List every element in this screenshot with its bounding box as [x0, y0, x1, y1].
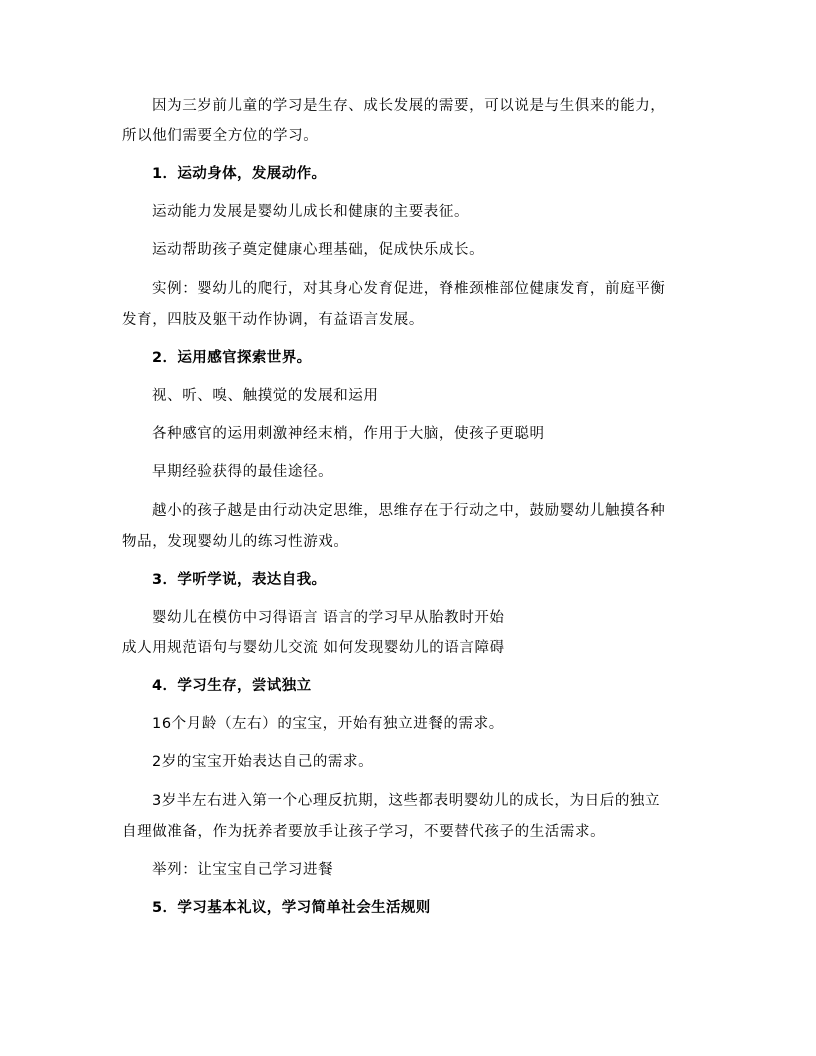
section-2-paragraph-3: 早期经验获得的最佳途径。 [152, 464, 334, 480]
section-4-paragraph-2: 2岁的宝宝开始表达自己的需求。 [152, 754, 374, 770]
section-2-paragraph-2: 各种感官的运用刺激神经末梢，作用于大脑，使孩子更聪明 [152, 426, 545, 442]
section-4-title: 4．学习生存，尝试独立 [152, 678, 312, 694]
section-4-paragraph-3-line-1: 3岁半左右进入第一个心理反抗期，这些都表明婴幼儿的成长，为日后的独立 [152, 793, 661, 809]
section-2-title: 2．运用感官探索世界。 [152, 350, 312, 366]
section-5-title: 5．学习基本礼议，学习简单社会生活规则 [152, 900, 431, 916]
section-1-paragraph-1: 运动能力发展是婴幼儿成长和健康的主要表征。 [152, 204, 470, 220]
intro-line-1: 因为三岁前儿童的学习是生存、成长发展的需要，可以说是与生俱来的能力， [152, 98, 666, 114]
section-1-title: 1．运动身体，发展动作。 [152, 166, 327, 182]
section-2-paragraph-4-line-1: 越小的孩子越是由行动决定思维，思维存在于行动之中，鼓励婴幼儿触摸各种 [152, 503, 666, 519]
section-1-example-line-2: 发育，四肢及躯干动作协调，有益语言发展。 [122, 312, 424, 328]
section-1-paragraph-2: 运动帮助孩子奠定健康心理基础，促成快乐成长。 [152, 242, 485, 258]
section-1-example-line-1: 实例：婴幼儿的爬行，对其身心发育促进，脊椎颈椎部位健康发育，前庭平衡 [152, 281, 666, 297]
section-3-paragraph-1: 婴幼儿在模仿中习得语言 语言的学习早从胎教时开始 [152, 610, 505, 626]
section-3-title: 3．学听学说，表达自我。 [152, 572, 327, 588]
section-4-example: 举列：让宝宝自己学习进餐 [152, 862, 334, 878]
section-2-paragraph-4-line-2: 物品，发现婴幼儿的练习性游戏。 [122, 534, 349, 550]
intro-line-2: 所以他们需要全方位的学习。 [122, 128, 319, 144]
section-3-paragraph-2: 成人用规范语句与婴幼儿交流 如何发现婴幼儿的语言障碍 [122, 640, 505, 656]
section-4-paragraph-3-line-2: 自理做准备，作为抚养者要放手让孩子学习，不要替代孩子的生活需求。 [122, 824, 606, 840]
section-2-paragraph-1: 视、听、嗅、触摸觉的发展和运用 [152, 388, 379, 404]
section-4-paragraph-1: 16个月龄（左右）的宝宝，开始有独立进餐的需求。 [152, 716, 504, 732]
